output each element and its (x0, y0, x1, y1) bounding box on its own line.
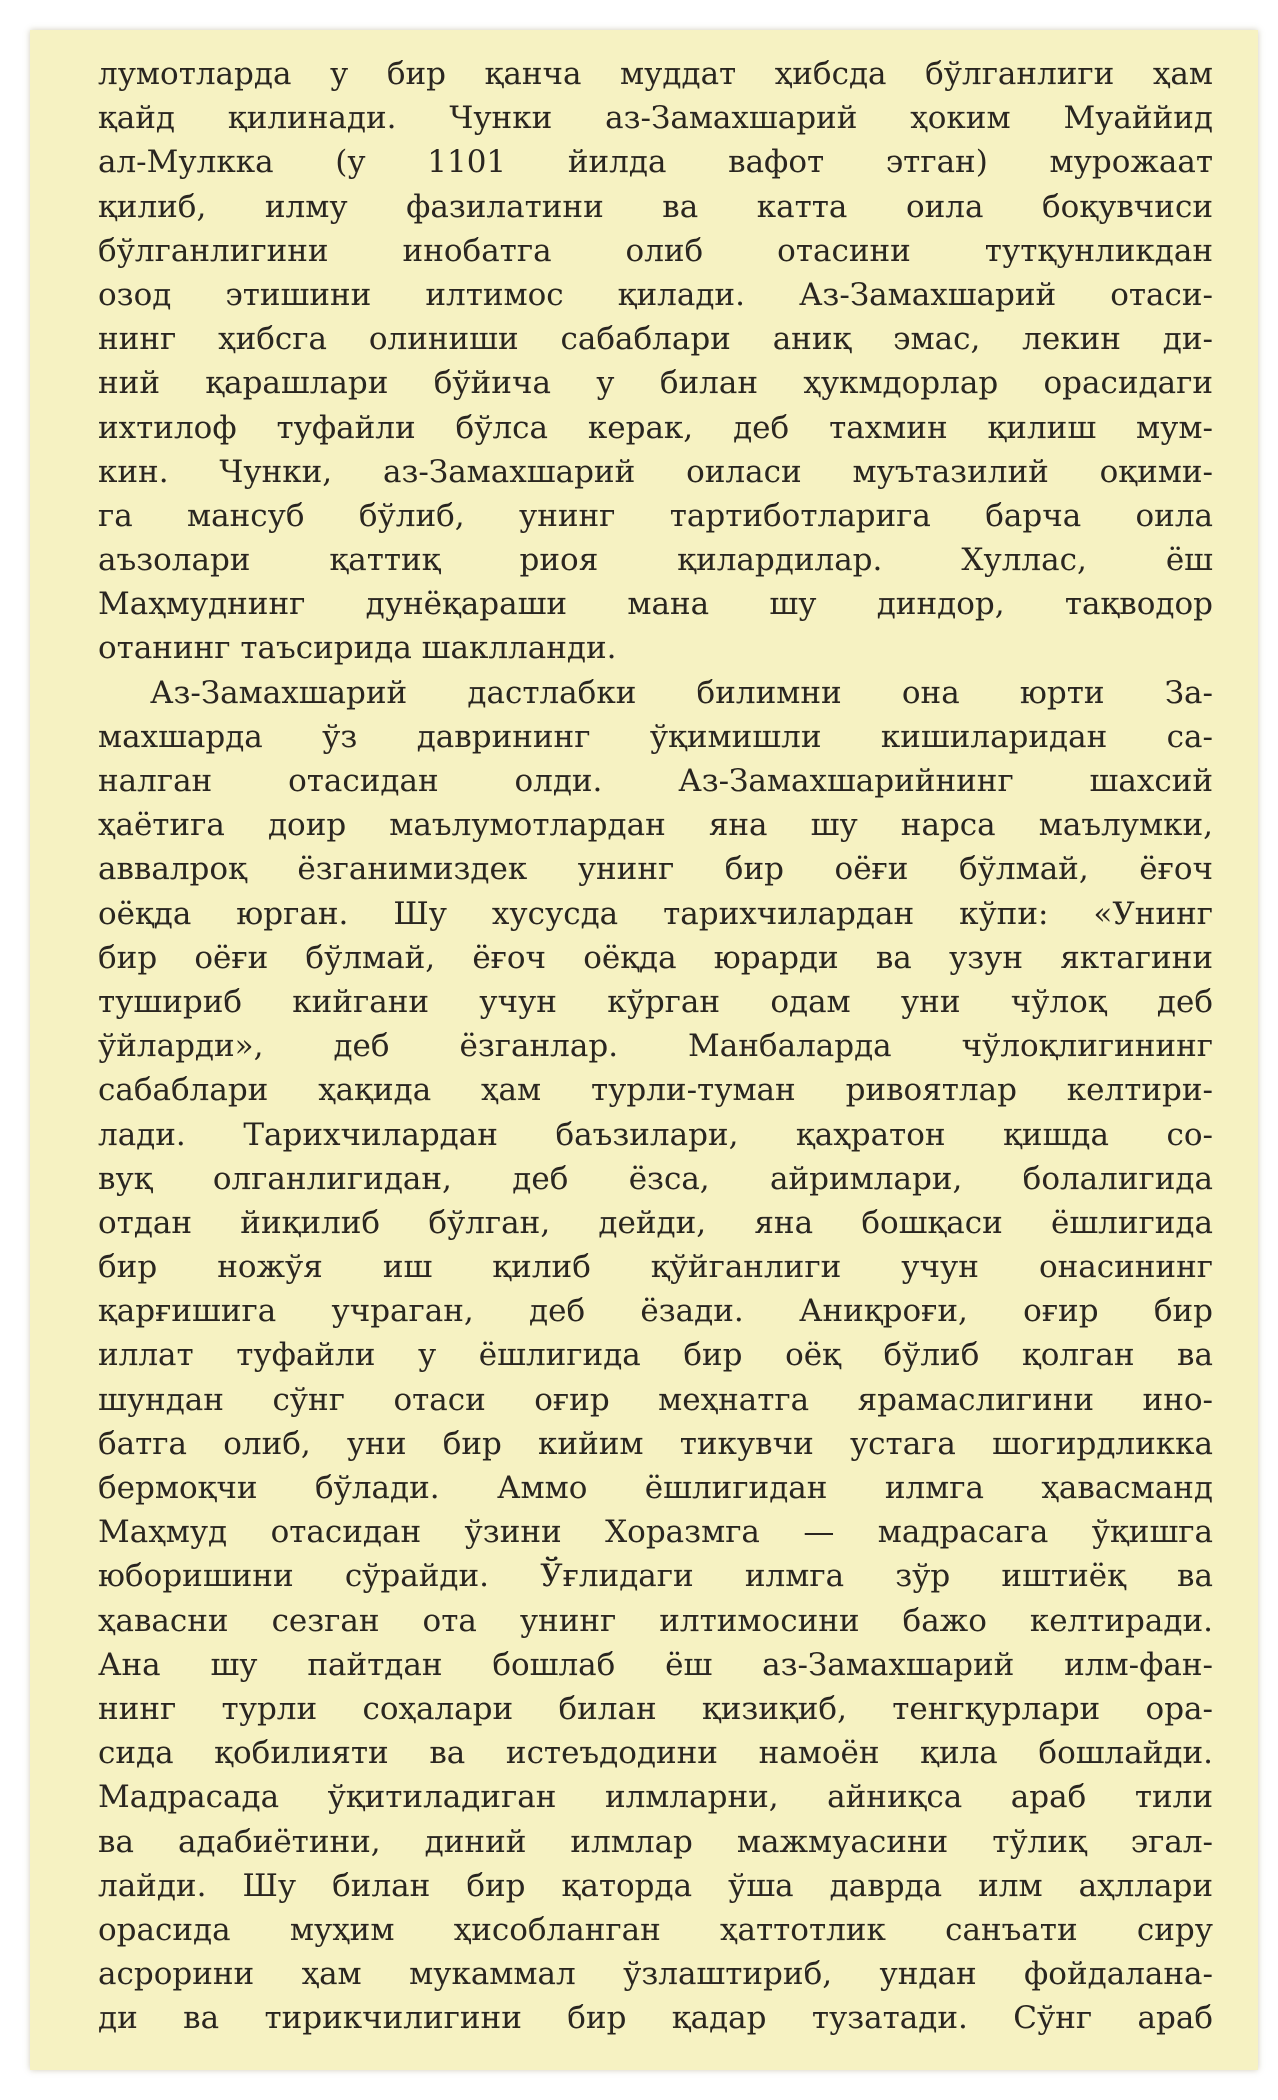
text-line: махшарда ўз даврининг ўқимишли кишиларидан са- (98, 718, 1213, 755)
text-line: нинг ҳибсга олиниши сабаблари аниқ эмас, лекин ди- (98, 321, 1213, 358)
text-line: иллат туфайли у ёшлигида бир оёқ бўлиб қолган ва (98, 1337, 1213, 1374)
text-line: вуқ олганлигидан, деб ёзса, айримлари, болалигида (98, 1160, 1213, 1197)
text-line: бўлганлигини инобатга олиб отасини тутқунликдан (98, 232, 1213, 269)
text-line: Ана шу пайтдан бошлаб ёш аз-Замахшарий илм-фан- (98, 1646, 1213, 1683)
text-line: ҳавасни сезган ота унинг илтимосини бажо келтиради. (98, 1602, 1213, 1639)
text-line: юборишини сўрайди. Ўғлидаги илмга зўр иштиёқ ва (98, 1558, 1213, 1595)
text-line: ўйларди», деб ёзганлар. Манбаларда чўлоқлигининг (98, 1028, 1213, 1065)
text-line: лайди. Шу билан бир қаторда ўша даврда илм аҳллари (98, 1867, 1213, 1904)
text-line: асрорини ҳам мукаммал ўзлаштириб, ундан фойдалана- (98, 1956, 1213, 1993)
text-line: Маҳмуднинг дунёқараши мана шу диндор, тақводор (98, 586, 1213, 623)
text-line: оёқда юрган. Шу хусусда тарихчилардан кўпи: «Унинг (98, 895, 1213, 932)
text-line: бир ножўя иш қилиб қўйганлиги учун онасининг (98, 1249, 1213, 1286)
body-text (98, 52, 1213, 2040)
text-line: отдан йиқилиб бўлган, дейди, яна бошқаси ёшлигида (98, 1204, 1213, 1241)
text-line: аввалроқ ёзганимиздек унинг бир оёғи бўлмай, ёғоч (98, 851, 1213, 888)
text-line: ихтилоф туфайли бўлса керак, деб тахмин қилиш мум- (98, 409, 1213, 446)
paragraph-end-line: отанинг таъсирида шаклланди. (98, 630, 617, 667)
text-line: қарғишига учраган, деб ёзади. Аниқроғи, оғир бир (98, 1293, 1213, 1330)
text-line: ний қарашлари бўйича у билан ҳукмдорлар орасидаги (98, 365, 1213, 402)
text-line: ди ва тирикчилигини бир қадар тузатади. Сўнг араб (98, 2000, 1213, 2037)
paragraph-start-line: Аз-Замахшарий дастлабки билимни она юрти За- (150, 674, 1213, 711)
text-line: бир оёғи бўлмай, ёғоч оёқда юрарди ва узун яктагини (98, 939, 1213, 976)
text-line: батга олиб, уни бир кийим тикувчи устага шогирдликка (98, 1425, 1213, 1462)
text-line: Маҳмуд отасидан ўзини Хоразмга — мадрасага ўқишга (98, 1514, 1213, 1551)
text-line: аъзолари қаттиқ риоя қилардилар. Хуллас, ёш (98, 542, 1213, 579)
text-line: қилиб, илму фазилатини ва катта оила боқувчиси (98, 188, 1213, 225)
text-line: кин. Чунки, аз-Замахшарий оиласи муътазилий оқими- (98, 453, 1213, 490)
text-line: тушириб кийгани учун кўрган одам уни чўлоқ деб (98, 983, 1213, 1020)
text-line: Мадрасада ўқитиладиган илмларни, айниқса араб тили (98, 1779, 1213, 1816)
text-line: шундан сўнг отаси оғир меҳнатга ярамаслигини ино- (98, 1381, 1213, 1418)
text-line: нинг турли соҳалари билан қизиқиб, тенгқурлари ора- (98, 1690, 1213, 1727)
text-line: бермоқчи бўлади. Аммо ёшлигидан илмга ҳавасманд (98, 1470, 1213, 1506)
text-line: лади. Тарихчилардан баъзилари, қаҳратон қишда со- (98, 1116, 1213, 1153)
text-line: га мансуб бўлиб, унинг тартиботларига барча оила (98, 497, 1213, 534)
text-line: қайд қилинади. Чунки аз-Замахшарий ҳоким Муаййид (98, 100, 1213, 137)
text-line: сида қобилияти ва истеъдодини намоён қила бошлайди. (98, 1735, 1213, 1772)
text-line: ал-Мулкка (у 1101 йилда вафот этган) мурожаат (98, 144, 1213, 181)
text-line: лумотларда у бир қанча муддат ҳибсда бўлганлиги ҳам (98, 56, 1213, 92)
text-line: сабаблари ҳақида ҳам турли-туман ривоятлар келтири- (98, 1072, 1213, 1109)
text-line: озод этишини илтимос қилади. Аз-Замахшарий отаси- (98, 276, 1213, 313)
text-line: орасида муҳим ҳисобланган ҳаттотлик санъати сиру (98, 1911, 1213, 1948)
scanned-page (30, 30, 1258, 2070)
text-line: ва адабиётини, диний илмлар мажмуасини тўлиқ эгал- (98, 1823, 1213, 1860)
text-line: ҳаётига доир маълумотлардан яна шу нарса маълумки, (98, 807, 1213, 844)
text-line: налган отасидан олди. Аз-Замахшарийнинг шахсий (98, 763, 1213, 799)
